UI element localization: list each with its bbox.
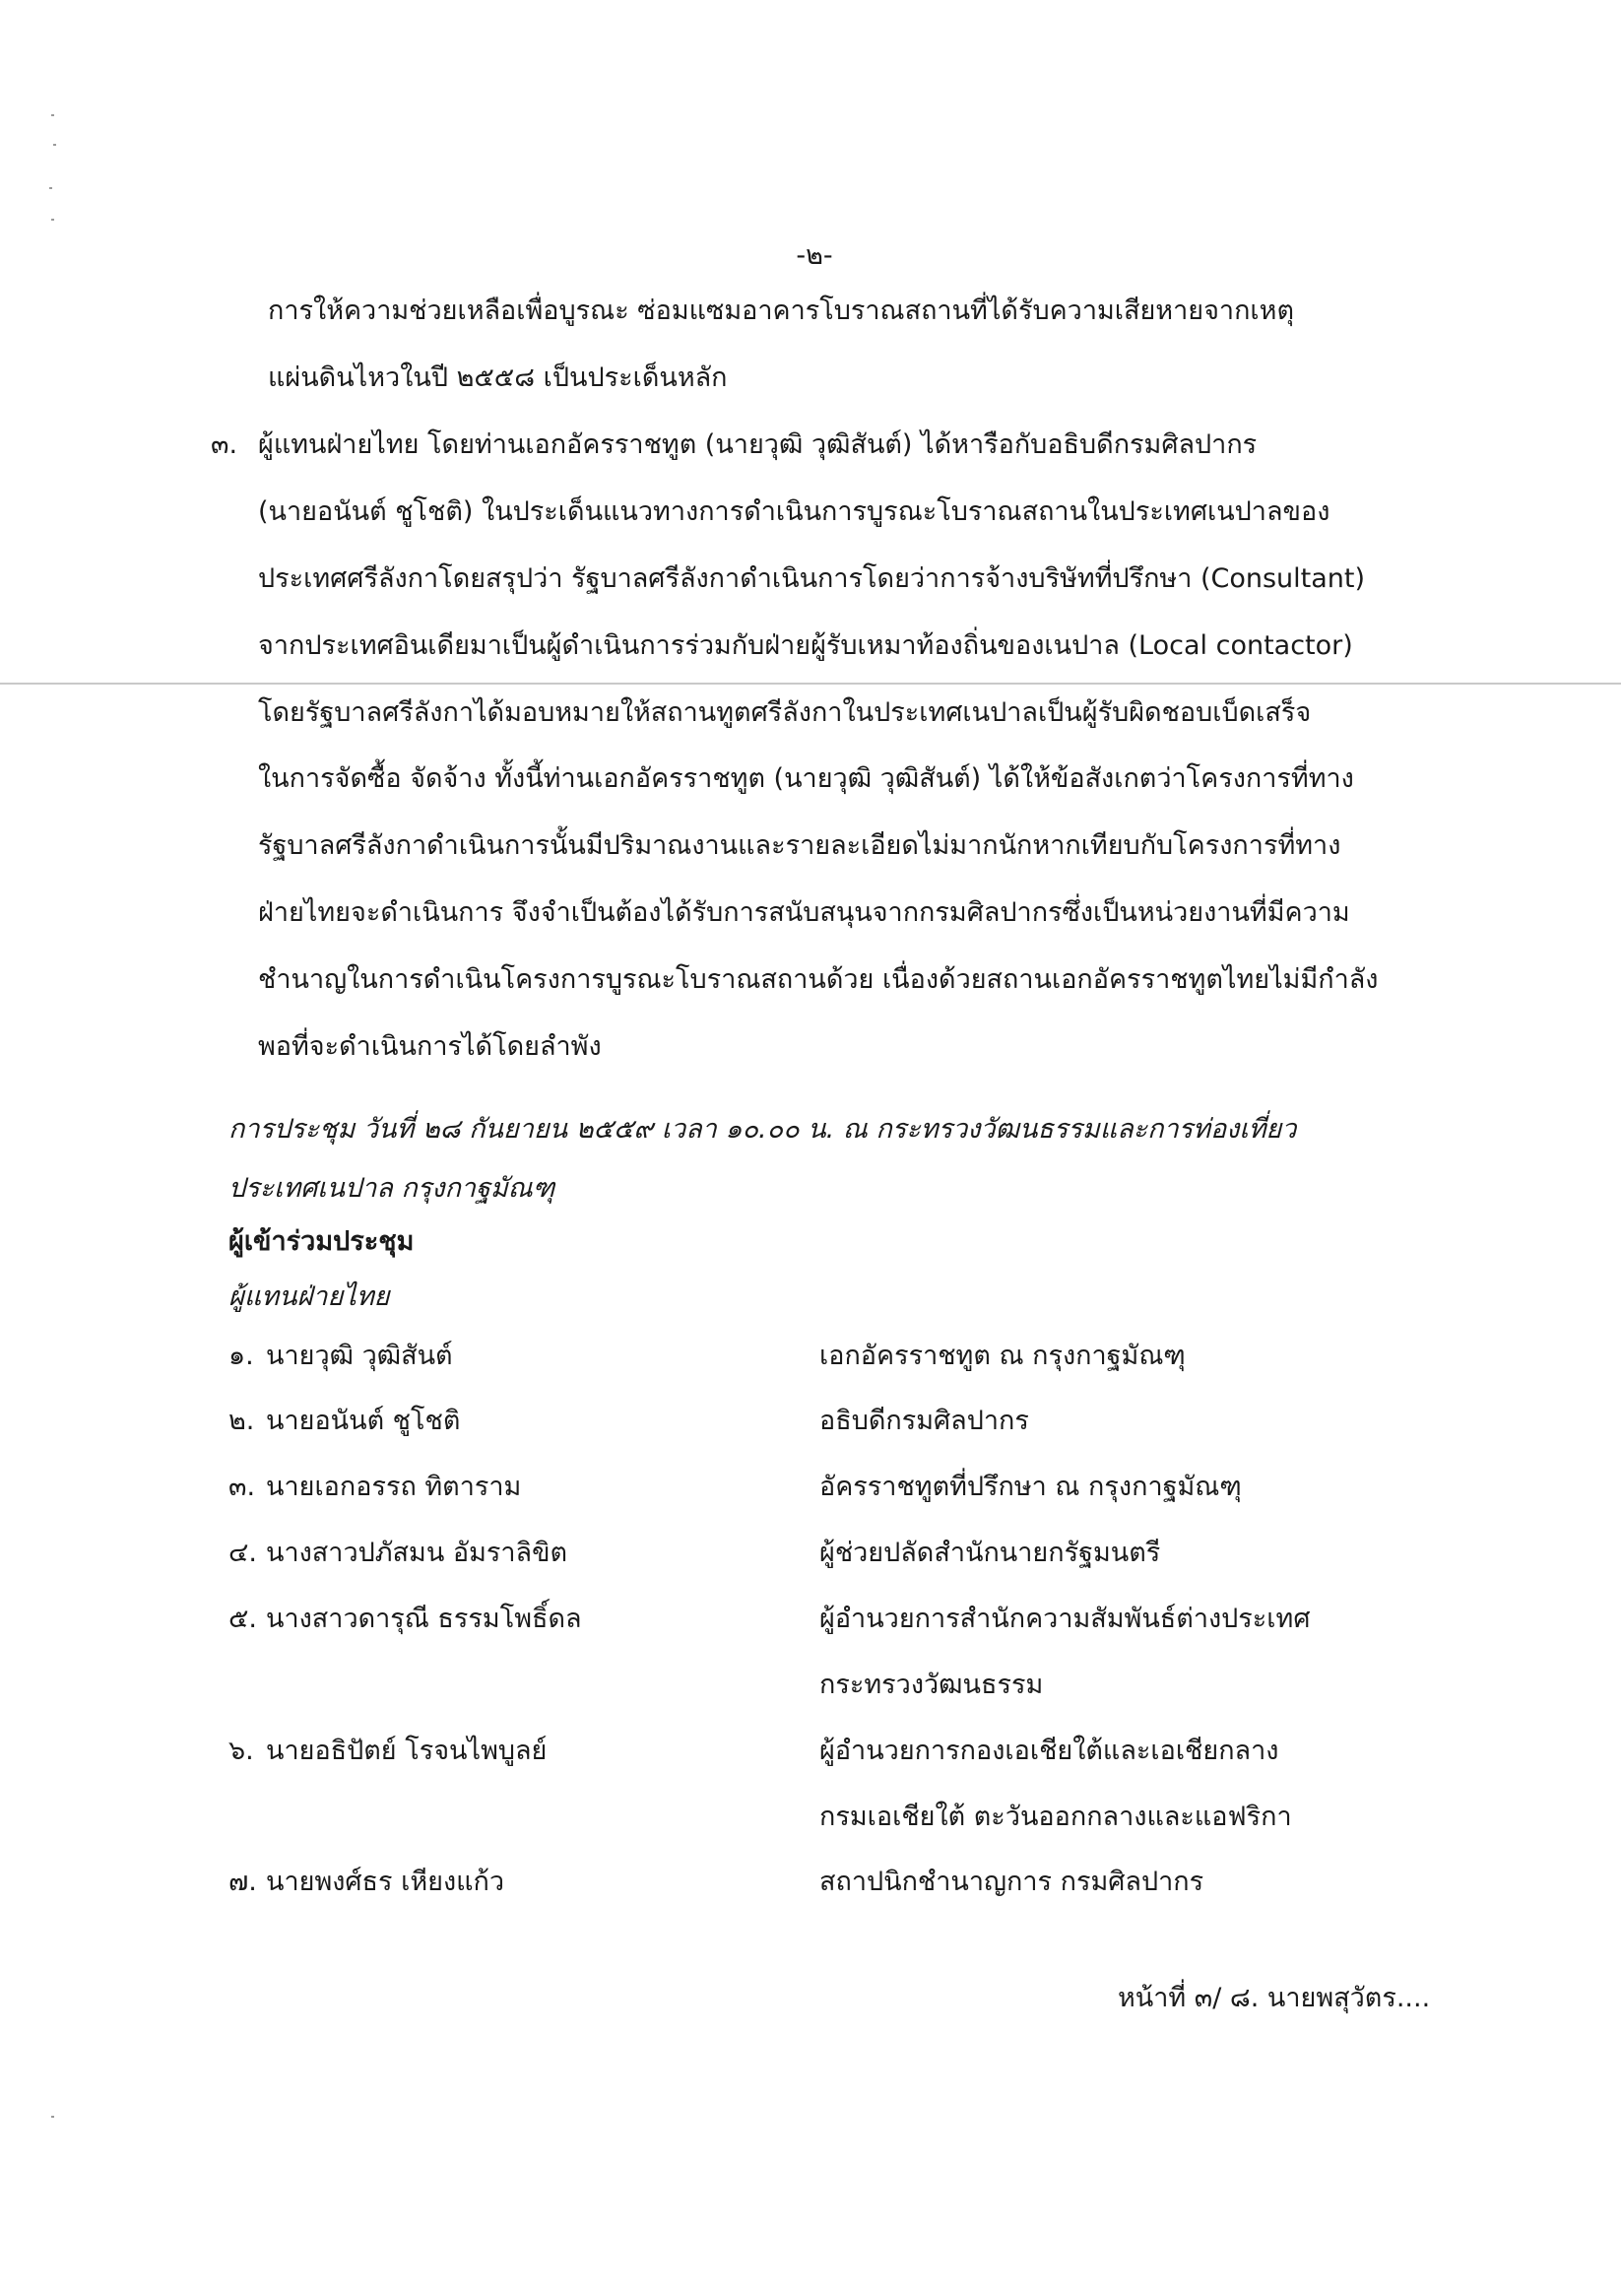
page-number: -๒- — [796, 240, 833, 271]
attendee-number: ๓. — [228, 1472, 256, 1502]
attendee-position: กรมเอเชียใต้ ตะวันออกกลางและแอฟริกา — [819, 1802, 1292, 1832]
attendee-position: ผู้อำนวยการกองเอเชียใต้และเอเชียกลาง — [819, 1736, 1279, 1766]
meeting-info-line: ประเทศเนปาล กรุงกาฐมัณฑุ — [228, 1173, 555, 1204]
item3-line: โดยรัฐบาลศรีลังกาได้มอบหมายให้สถานทูตศรีลังกาในประเทศเนปาลเป็นผู้รับผิดชอบเบ็ดเสร็จ — [258, 697, 1312, 728]
item3-line: ประเทศศรีลังกาโดยสรุปว่า รัฐบาลศรีลังกาดำเนินการโดยว่าการจ้างบริษัทที่ปรึกษา (Consultant) — [258, 563, 1366, 594]
attendee-name: นายวุฒิ วุฒิสันต์ — [266, 1341, 453, 1371]
page-footer-continuation: หน้าที่ ๓/ ๘. นายพสุวัตร.... — [1118, 1983, 1431, 2013]
item3-line: ฝ่ายไทยจะดำเนินการ จึงจำเป็นต้องได้รับการสนับสนุนจากกรมศิลปากรซึ่งเป็นหน่วยงานที่มีความ — [258, 897, 1350, 928]
attendee-position: เอกอัครราชทูต ณ กรุงกาฐมัณฑุ — [819, 1341, 1186, 1371]
item3-line: ชำนาญในการดำเนินโครงการบูรณะโบราณสถานด้วย เนื่องด้วยสถานเอกอัครราชทูตไทยไม่มีกำลัง — [258, 964, 1379, 995]
attendee-position: กระทรวงวัฒนธรรม — [819, 1670, 1044, 1700]
scan-speck — [51, 219, 54, 221]
attendee-name: นายอนันต์ ชูโชติ — [266, 1406, 461, 1436]
scan-speck — [53, 144, 56, 146]
attendee-name: นางสาวปภัสมน อัมราลิขิต — [266, 1538, 568, 1568]
scan-speck — [51, 114, 54, 116]
attendee-position: สถาปนิกชำนาญการ กรมศิลปากร — [819, 1867, 1204, 1897]
attendee-number: ๕. — [228, 1604, 258, 1634]
attendee-name: นายเอกอรรถ ทิตาราม — [266, 1472, 522, 1502]
thai-side-heading: ผู้แทนฝ่ายไทย — [228, 1281, 390, 1312]
item3-line: ในการจัดซื้อ จัดจ้าง ทั้งนี้ท่านเอกอัครราชทูต (นายวุฒิ วุฒิสันต์) ได้ให้ข้อสังเกตว่าโครงการที่ทาง — [258, 763, 1354, 794]
attendee-number: ๗. — [228, 1867, 257, 1897]
attendee-number: ๑. — [228, 1341, 254, 1371]
continuation-line: การให้ความช่วยเหลือเพื่อบูรณะ ซ่อมแซมอาคารโบราณสถานที่ได้รับความเสียหายจากเหตุ — [268, 295, 1294, 326]
item3-line: ผู้แทนฝ่ายไทย โดยท่านเอกอัครราชทูต (นายวุฒิ วุฒิสันต์) ได้หารือกับอธิบดีกรมศิลปากร — [258, 429, 1258, 460]
item3-line: รัฐบาลศรีลังกาดำเนินการนั้นมีปริมาณงานและรายละเอียดไม่มากนักหากเทียบกับโครงการที่ทาง — [258, 830, 1341, 861]
attendees-heading: ผู้เข้าร่วมประชุม — [228, 1226, 415, 1257]
attendee-number: ๖. — [228, 1736, 254, 1766]
scan-speck — [51, 2116, 54, 2118]
attendee-position: ผู้ช่วยปลัดสำนักนายกรัฐมนตรี — [819, 1538, 1161, 1568]
scan-speck — [49, 187, 52, 189]
scan-artifact-line — [0, 683, 1621, 685]
attendee-position: อธิบดีกรมศิลปากร — [819, 1406, 1029, 1436]
item3-number: ๓. — [211, 429, 238, 460]
attendee-position: ผู้อำนวยการสำนักความสัมพันธ์ต่างประเทศ — [819, 1604, 1311, 1634]
attendee-name: นายพงศ์ธร เหียงแก้ว — [266, 1867, 505, 1897]
attendee-number: ๒. — [228, 1406, 255, 1436]
item3-line: (นายอนันต์ ชูโชติ) ในประเด็นแนวทางการดำเนินการบูรณะโบราณสถานในประเทศเนปาลของ — [258, 496, 1330, 527]
attendee-position: อัครราชทูตที่ปรึกษา ณ กรุงกาฐมัณฑุ — [819, 1472, 1242, 1502]
item3-line: พอที่จะดำเนินการได้โดยลำพัง — [258, 1031, 602, 1062]
attendee-name: นางสาวดารุณี ธรรมโพธิ์ดล — [266, 1604, 582, 1634]
attendee-number: ๔. — [228, 1538, 258, 1568]
attendee-name: นายอธิปัตย์ โรจนไพบูลย์ — [266, 1736, 548, 1766]
continuation-line: แผ่นดินไหวในปี ๒๕๕๘ เป็นประเด็นหลัก — [268, 362, 728, 393]
item3-line: จากประเทศอินเดียมาเป็นผู้ดำเนินการร่วมกับฝ่ายผู้รับเหมาท้องถิ่นของเนปาล (Local contactor) — [258, 630, 1353, 661]
meeting-info-line: การประชุม วันที่ ๒๘ กันยายน ๒๕๕๙ เวลา ๑๐.๐๐ น. ณ กระทรวงวัฒนธรรมและการท่องเที่ยว — [228, 1114, 1297, 1145]
